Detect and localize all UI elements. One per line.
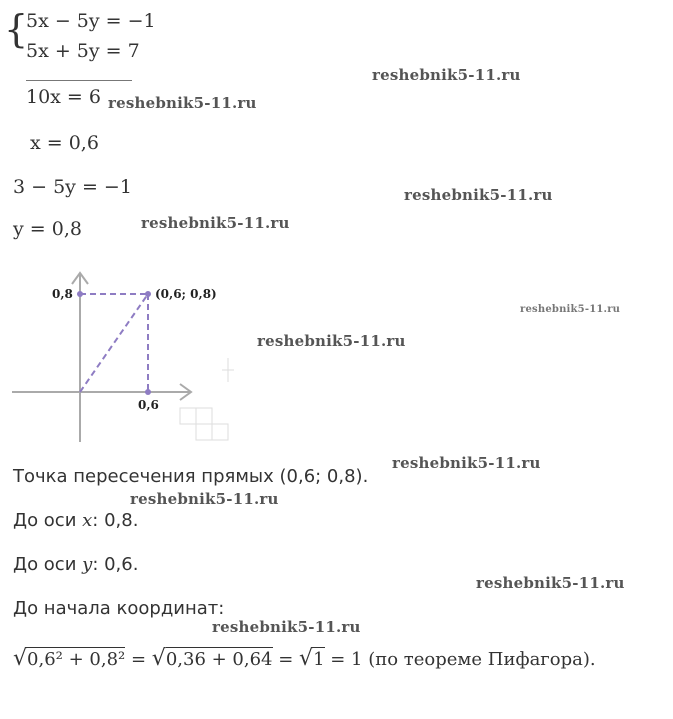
y-value: y = 0,8: [13, 218, 82, 240]
faint-grid: [180, 358, 234, 440]
watermark: reshebnik5-11.ru: [392, 454, 541, 472]
watermark: reshebnik5-11.ru: [404, 186, 553, 204]
system-brace: {: [4, 7, 29, 51]
radicand-2: 0,36 + 0,64: [165, 649, 273, 670]
x-axis-point: [145, 389, 151, 395]
point-label: (0,6; 0,8): [155, 287, 217, 301]
watermark: reshebnik5-11.ru: [108, 94, 257, 112]
y-axis-point: [77, 291, 83, 297]
addition-rule: [26, 80, 132, 81]
distance-to-x-axis: [13, 510, 138, 531]
watermark: reshebnik5-11.ru: [476, 574, 625, 592]
x-tick-label: 0,6: [138, 398, 159, 412]
to-y-value: : 0,6.: [92, 554, 139, 575]
substitution-equation: 3 − 5y = −1: [13, 176, 132, 198]
equation-2: 5x + 5y = 7: [26, 40, 140, 62]
to-origin-text: До начала координат:: [13, 598, 225, 619]
watermark: reshebnik5-11.ru: [212, 618, 361, 636]
sqrt-sign-3: √: [299, 646, 314, 671]
sqrt-sign-1: √: [13, 646, 28, 671]
pythagoras-formula: [13, 646, 596, 671]
watermark: reshebnik5-11.ru: [257, 332, 406, 350]
radicand-3: 1: [313, 649, 325, 670]
to-x-var: x: [82, 510, 93, 531]
to-y-prefix: До оси: [13, 554, 83, 575]
intersection-point: [145, 291, 151, 297]
formula-tail: = 1 (по теореме Пифагора).: [324, 649, 596, 670]
formula-equals-2: =: [272, 649, 300, 670]
watermark: reshebnik5-11.ru: [520, 304, 621, 315]
equation-1: 5x − 5y = −1: [26, 10, 156, 32]
watermark: reshebnik5-11.ru: [141, 214, 290, 232]
x-axis-arrow: [180, 384, 191, 400]
radicand-1: 0,6² + 0,8²: [27, 649, 126, 670]
watermark: reshebnik5-11.ru: [372, 66, 521, 84]
y-axis-arrow: [72, 273, 88, 284]
formula-equals-1: =: [125, 649, 152, 670]
to-y-var: y: [82, 554, 93, 575]
x-value: x = 0,6: [30, 132, 99, 154]
watermark: reshebnik5-11.ru: [130, 490, 279, 508]
to-x-prefix: До оси: [13, 510, 83, 531]
distance-dashed-line: [80, 294, 148, 392]
y-tick-label: 0,8: [52, 287, 73, 301]
distance-to-y-axis: [13, 554, 138, 575]
to-x-value: : 0,8.: [92, 510, 139, 531]
sqrt-sign-2: √: [151, 646, 166, 671]
sum-equation: 10x = 6: [26, 86, 101, 108]
intersection-text: Точка пересечения прямых (0,6; 0,8).: [13, 466, 369, 487]
